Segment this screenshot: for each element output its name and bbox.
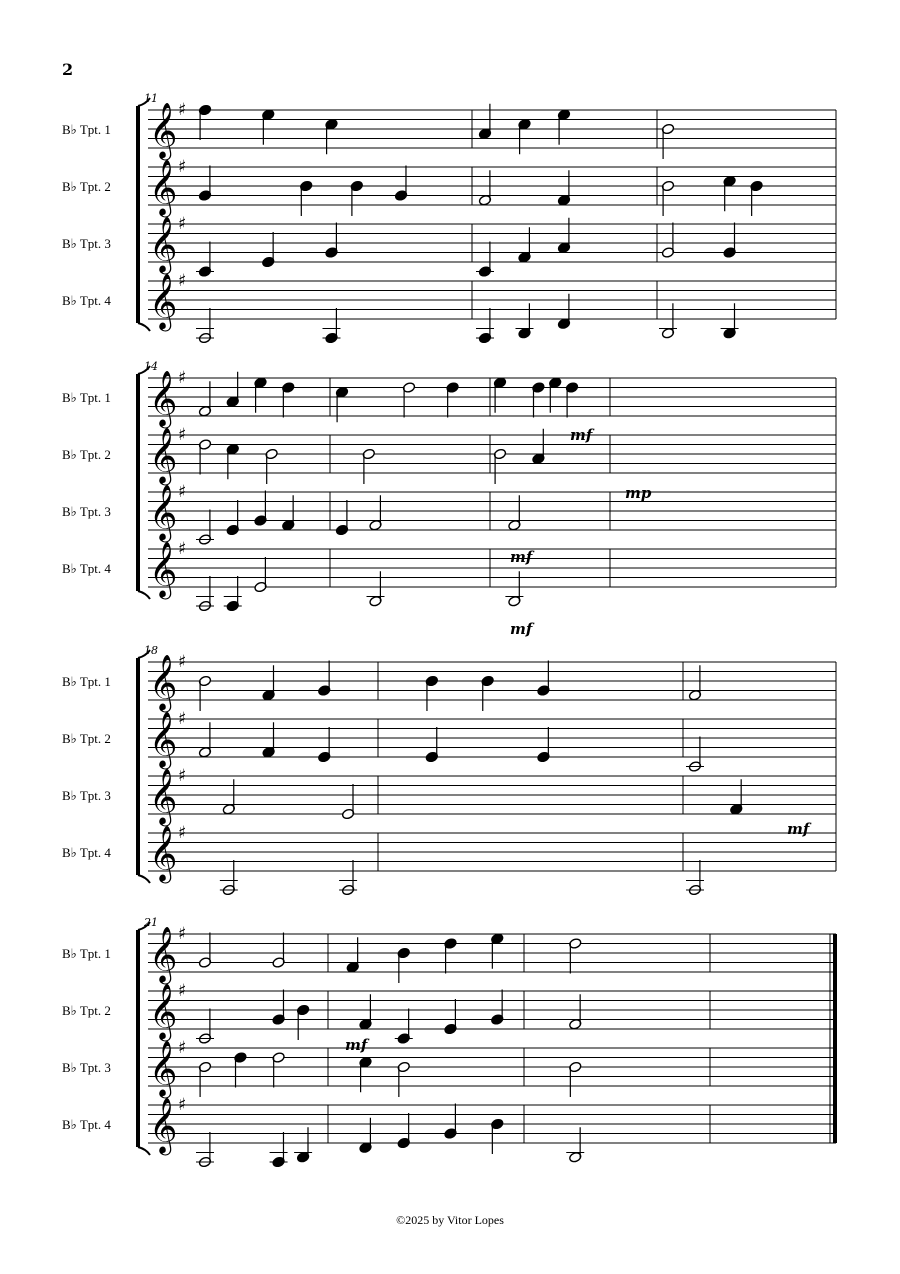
key-signature-sharp: ♯	[178, 709, 187, 729]
system-1	[62, 92, 836, 344]
treble-clef-icon: 𝄞	[149, 983, 178, 1040]
treble-clef-icon: 𝄞	[149, 427, 178, 484]
treble-clef-icon: 𝄞	[149, 1040, 178, 1097]
instrument-label: B♭ Tpt. 1	[62, 674, 111, 689]
dynamic-marking: mf	[510, 620, 533, 638]
treble-clef-icon: 𝄞	[149, 216, 178, 273]
treble-clef-icon: 𝄞	[149, 1097, 178, 1154]
dynamic-marking: mp	[625, 484, 652, 502]
system-bracket	[136, 658, 140, 875]
key-signature-sharp: ♯	[178, 652, 187, 672]
system-bracket	[136, 374, 140, 591]
treble-clef-icon: 𝄞	[149, 711, 178, 768]
treble-clef-icon: 𝄞	[149, 926, 178, 983]
instrument-label: B♭ Tpt. 4	[62, 845, 111, 860]
instrument-label: B♭ Tpt. 3	[62, 1060, 111, 1075]
key-signature-sharp: ♯	[178, 981, 187, 1001]
copyright-notice: ©2025 by Vitor Lopes	[396, 1213, 504, 1227]
measure-number: 21	[144, 916, 158, 929]
instrument-label: B♭ Tpt. 3	[62, 236, 111, 251]
system-4	[62, 916, 837, 1168]
key-signature-sharp: ♯	[178, 425, 187, 445]
key-signature-sharp: ♯	[178, 368, 187, 388]
treble-clef-icon: 𝄞	[149, 370, 178, 427]
measure-number: 18	[144, 644, 158, 657]
treble-clef-icon: 𝄞	[149, 541, 178, 598]
dynamic-marking: mf	[787, 820, 810, 838]
instrument-label: B♭ Tpt. 2	[62, 1003, 111, 1018]
instrument-label: B♭ Tpt. 1	[62, 946, 111, 961]
dynamic-marking: mf	[510, 548, 533, 566]
treble-clef-icon: 𝄞	[149, 654, 178, 711]
key-signature-sharp: ♯	[178, 482, 187, 502]
key-signature-sharp: ♯	[178, 1038, 187, 1058]
system-2	[62, 360, 836, 638]
treble-clef-icon: 𝄞	[149, 768, 178, 825]
system-bracket	[136, 930, 140, 1147]
key-signature-sharp: ♯	[178, 539, 187, 559]
key-signature-sharp: ♯	[178, 214, 187, 234]
system-3	[62, 644, 836, 896]
key-signature-sharp: ♯	[178, 100, 187, 120]
instrument-label: B♭ Tpt. 3	[62, 788, 111, 803]
key-signature-sharp: ♯	[178, 766, 187, 786]
treble-clef-icon: 𝄞	[149, 825, 178, 882]
key-signature-sharp: ♯	[178, 157, 187, 177]
instrument-label: B♭ Tpt. 2	[62, 447, 111, 462]
instrument-label: B♭ Tpt. 4	[62, 293, 111, 308]
instrument-label: B♭ Tpt. 4	[62, 561, 111, 576]
dynamic-marking: mf	[345, 1036, 368, 1054]
instrument-label: B♭ Tpt. 3	[62, 504, 111, 519]
treble-clef-icon: 𝄞	[149, 159, 178, 216]
system-bracket	[136, 106, 140, 323]
instrument-label: B♭ Tpt. 1	[62, 122, 111, 137]
instrument-label: B♭ Tpt. 2	[62, 179, 111, 194]
dynamic-marking: mf	[570, 426, 593, 444]
key-signature-sharp: ♯	[178, 823, 187, 843]
treble-clef-icon: 𝄞	[149, 273, 178, 330]
instrument-label: B♭ Tpt. 4	[62, 1117, 111, 1132]
treble-clef-icon: 𝄞	[149, 484, 178, 541]
key-signature-sharp: ♯	[178, 924, 187, 944]
measure-number: 14	[144, 360, 158, 373]
final-barline-thick	[833, 934, 837, 1143]
measure-number: 11	[144, 92, 158, 105]
page-number: 2	[62, 60, 74, 79]
instrument-label: B♭ Tpt. 1	[62, 390, 111, 405]
instrument-label: B♭ Tpt. 2	[62, 731, 111, 746]
key-signature-sharp: ♯	[178, 1095, 187, 1115]
key-signature-sharp: ♯	[178, 271, 187, 291]
treble-clef-icon: 𝄞	[149, 102, 178, 159]
